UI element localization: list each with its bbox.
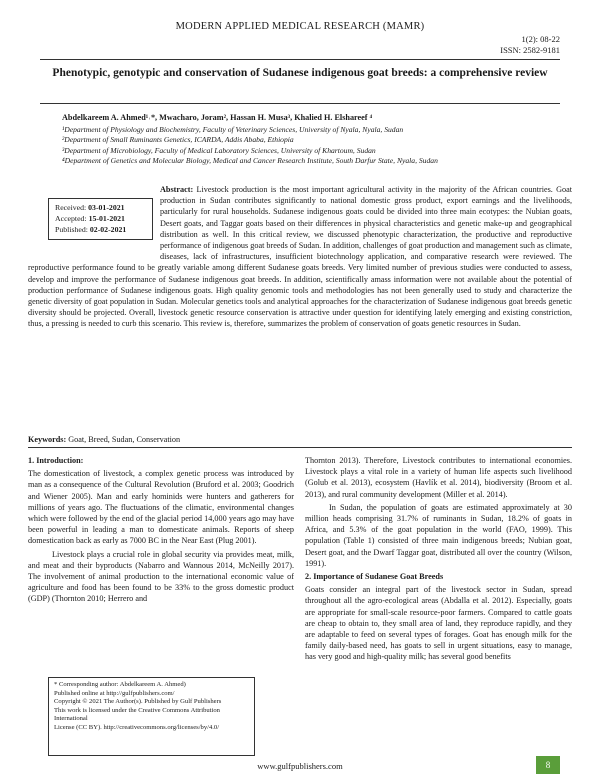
issue-info: 1(2): 08-22 bbox=[521, 34, 560, 44]
keywords-rule bbox=[28, 447, 572, 448]
license-line-2: License (CC BY). http://creativecommons.org/licenses/by/4.0/ bbox=[54, 723, 220, 731]
header-rule bbox=[40, 59, 560, 60]
intro-paragraph-1: The domestication of livestock, a complex genetic process was introduced by man as a consequence of the Cultural Revolution (Bruford et al. 2003; Goodrich and Wiener 2005). Man and early hominids were hunters and gatherers for millions of years ago. The fluctuations of the climatic, environmental changes which were followed by the end of the glacial period 14,000 years ago may have been powerful in leading a man to domesticate animals. Reports of sheep domestication back as early as 7000 BC in the Near East (Plug 2001). bbox=[28, 469, 294, 546]
affiliation-3: ³Department of Microbiology, Faculty of Medical Laboratory Sciences, University of Khartoum, Sudan bbox=[62, 145, 376, 155]
issn: ISSN: 2582-9181 bbox=[500, 45, 560, 55]
keywords-text: Goat, Breed, Sudan, Conservation bbox=[68, 435, 181, 444]
right-paragraph-3: Goats consider an integral part of the livestock sector in Sudan, spread throughout all the agro-ecological areas (Abdalla et al. 2012). Especially, goats are appropriate for small-scale resource-poor farmers. Compared to cattle goats are cheap to obtain to, they small area of land, they reproduce rapidly, and they are adaptable to feed on several types of forages. Goat has enough milk for the family daily-based need, has goats to sell in urgent situations, easy to manage, has very good and high-quality milk; has several good benefits bbox=[305, 585, 572, 662]
intro-paragraph-2: Livestock plays a crucial role in global security via provides meat, milk, and meat and their byproducts (Nabarro and Wannous 2014, McNeilly 2017). The involvement of animal production to the international economic value of agriculture and food has been found to be 33% to the gross domestic product (GDP) (Thornton 2010; Herrero and bbox=[28, 549, 294, 604]
right-column bbox=[305, 455, 572, 665]
received-label: Received: bbox=[55, 203, 87, 212]
accepted-label: Accepted: bbox=[55, 214, 87, 223]
right-paragraph-2: In Sudan, the population of goats are estimated approximately at 30 million heads comprising 31.7% of ruminants in Sudan, 18.2% of goats in Africa, and 5.3% of the goat population in the world (FAO, 1999). This population (Table 1) consisted of three main indigenous breeds; Nubian goat, Desert goat, and the Dwarf Taggar goat, distributed all over the country (Wilson, 1991). bbox=[305, 502, 572, 568]
section-2-heading: 2. Importance of Sudanese Goat Breeds bbox=[305, 572, 444, 582]
title-rule bbox=[40, 103, 560, 104]
affiliations bbox=[62, 125, 438, 167]
received-row bbox=[55, 202, 146, 213]
affiliation-1: ¹Department of Physiology and Biochemistry, Faculty of Veterinary Sciences, University of Nyala, Nyala, Sudan bbox=[62, 125, 404, 134]
copyright: Copyright © 2021 The Author(s). Published by Gulf Publishers bbox=[54, 698, 222, 706]
keywords bbox=[28, 435, 180, 444]
published-online: Published online at http://gulfpublishers.com/ bbox=[54, 689, 175, 697]
published-row bbox=[55, 224, 146, 235]
received-date: 03-01-2021 bbox=[88, 203, 125, 212]
left-column bbox=[28, 455, 294, 607]
abstract-heading: Abstract: bbox=[160, 185, 194, 194]
introduction-heading: 1. Introduction: bbox=[28, 456, 84, 465]
journal-name: MODERN APPLIED MEDICAL RESEARCH (MAMR) bbox=[175, 21, 425, 32]
right-paragraph-1: Thornton 2013). Therefore, Livestock contributes to international economies. Livestock plays a vital role in a variety of human life aspects such livelihood (Golub et al. 2013), ecosystem (Havlík et al. 2014), biodiversity (Broom et al. 2013), and rural community development (Miller et al. 2014). bbox=[305, 456, 572, 499]
published-label: Published: bbox=[55, 225, 88, 234]
license-line-1: This work is licensed under the Creative Commons Attribution International bbox=[54, 706, 220, 723]
corresponding-author: * Corresponding author: Abdelkareem A. Ahmed) bbox=[54, 681, 186, 688]
abstract-text: Livestock production is the most important agricultural activity in the majority of the African countries. Goat production in Sudan contributes significantly to national domestic gross product, export earnings and the livelihoods, particularly for rural households. Sudanese indigenous goats could be divided into three main ecotypes: the Nubian goats, Desert goats, and Taggar goats based on their differences in physical characteristics and genetic make-up and geographical distribution as well. In this critical review, we discussed phenotypic characterization, the productive and reproductive performance of indigenous goat breeds of Sudan. In addition, challenges of goat production and management such as climate, diseases, lack of infrastructures, insufficient biotechnology application, and comparative research were reviewed. The reproductive performance found to be greatly variable among different Sudanese goats breeds. Very limited number of previous studies were conducted to assess, develop and improve the performance of Sudanese indigenous goat breeds. In addition, scientifically amass information were not available about the potential of production performance of Sudanese indigenous goats. High quality genomic tools and methodologies has not been generally used to study and characterize the genetic diversity of goat population in Sudan. Molecular genetics tools and analytical approaches for the characterization of Sudanese indigenous goat breeds genetic diversity should be projected. Overall, livestock genetic resource conservation is attractive under question for identifying lately emerging and existing constriction, thus, a pressing is needed to curb this scenario. This review is, therefore, summarizes the problem of conservation of goats genetic resources in Sudan. bbox=[28, 185, 573, 329]
affiliation-4: ⁴Department of Genetics and Molecular Biology, Medical and Cancer Research Institute, South Darfur State, Nyala, Sudan bbox=[62, 156, 438, 166]
keywords-heading: Keywords: bbox=[28, 435, 67, 444]
authors: Abdelkareem A. Ahmed¹˒*, Mwacharo, Joram², Hassan H. Musa³, Khalied H. Elshareef ⁴ bbox=[62, 113, 373, 122]
footnote-box bbox=[48, 677, 255, 756]
accepted-date: 15-01-2021 bbox=[88, 214, 125, 223]
dates-box bbox=[48, 198, 153, 240]
footer-website: www.gulfpublishers.com bbox=[257, 761, 343, 771]
published-date: 02-02-2021 bbox=[89, 225, 127, 234]
page-number-badge: 8 bbox=[536, 756, 560, 774]
paper-title: Phenotypic, genotypic and conservation of Sudanese indigenous goat breeds: a comprehensive review bbox=[52, 67, 548, 79]
accepted-row bbox=[55, 213, 146, 224]
affiliation-2: ²Department of Small Ruminants Genetics, ICARDA, Addis Ababa, Ethiopia bbox=[62, 135, 294, 145]
